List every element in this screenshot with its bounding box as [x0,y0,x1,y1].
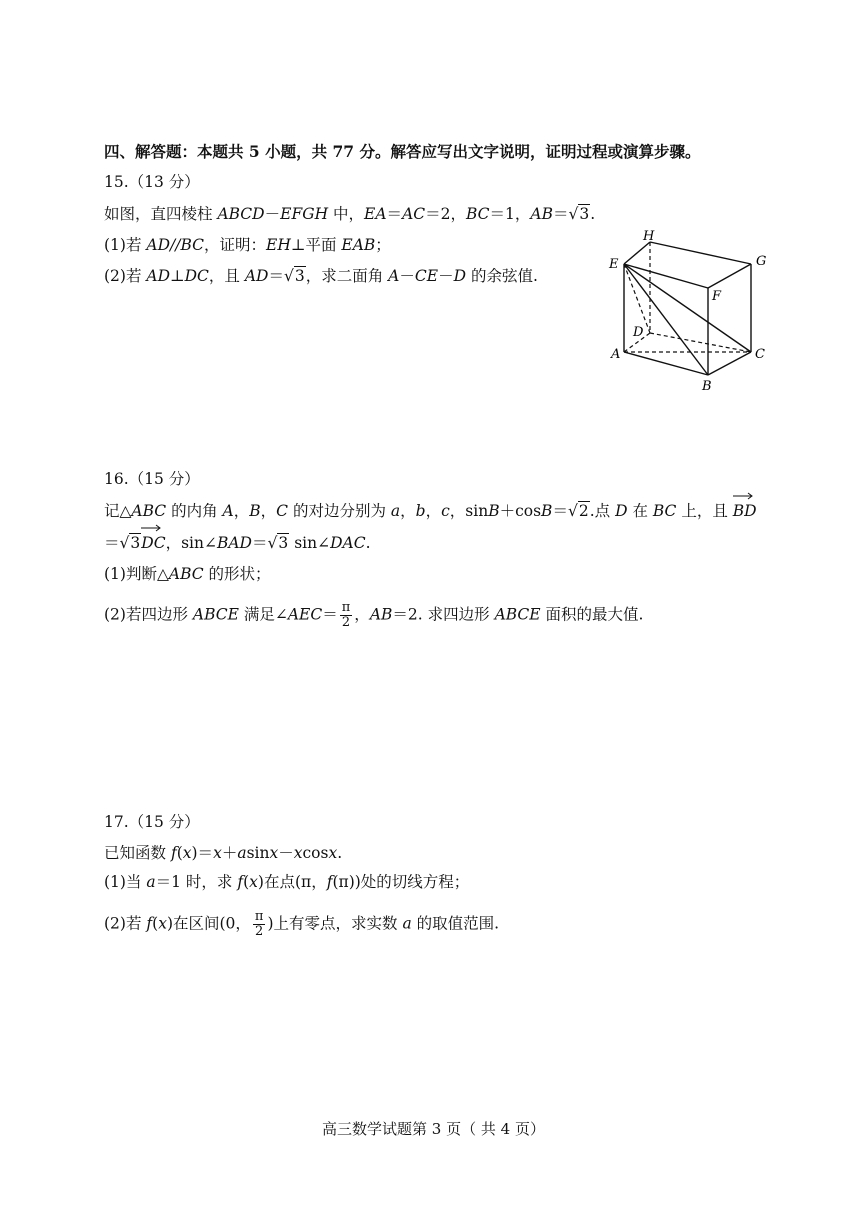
edge-BC [708,352,751,375]
section-heading: 四、解答题：本题共 5 小题，共 77 分。解答应写出文字说明，证明过程或演算步骤。 [104,142,701,161]
q17-header: 17.（15 分） [104,813,200,831]
label-A: A [611,347,621,362]
edge-HG [650,242,751,264]
label-B: B [702,379,712,394]
sqrt-symbol: √2 [567,502,589,520]
edge-AB [624,352,708,375]
vector-BD: BD [733,501,757,521]
q16-stem-line1: 记△ABC 的内角 A，B，C 的对边分别为 a，b，c，sinB＋cosB＝√2.点 D 在 BC 上，且 BD [104,501,757,521]
q16-stem-line2: ＝√3 DC，sin∠BAD＝√3 sin∠DAC. [104,533,371,553]
fraction-pi-over-2: $\frac{\pi}{2}$ [341,600,351,630]
label-D: D [633,325,644,340]
q16-part2: (2)若四边形 ABCE 满足∠AEC＝ $\frac{\pi}{2}$ ，AB＝2. 求四边形 ABCE 面积的最大值. [104,600,644,630]
vector-DC: DC [141,533,165,553]
label-G: G [756,254,767,269]
vector-arrow-icon [141,524,161,532]
edge-EB [624,264,708,375]
sqrt-symbol: √3 [267,534,289,552]
label-F: F [712,289,722,304]
sqrt-symbol: √3 [283,267,305,285]
edge-EH [624,242,650,264]
q15-stem: 如图，直四棱柱 ABCD－EFGH 中，EA＝AC＝2，BC＝1，AB＝√3. [104,205,596,223]
label-H: H [643,229,655,244]
q16-part1: (1)判断△ABC 的形状； [104,565,271,583]
edge-FG [708,264,751,288]
q15-part2: (2)若 AD⊥DC，且 AD＝√3，求二面角 A－CE－D 的余弦值. [104,267,538,285]
q17-part2: (2)若 f(x)在区间(0， $\frac{\pi}{2}$ )上有零点，求实数 a 的取值范围. [104,909,500,939]
sqrt-symbol: √3 [119,534,141,552]
page-footer: 高三数学试题第 3 页（ 共 4 页） [322,1120,545,1138]
q15-part1: (1)若 AD//BC，证明：EH⊥平面 EAB； [104,236,391,254]
edge-EF [624,264,708,288]
edge-ED [624,264,650,333]
q17-part1: (1)当 a＝1 时，求 f(x)在点(π，f(π))处的切线方程； [104,873,470,891]
edge-DC [650,333,751,352]
q17-stem: 已知函数 f(x)＝x＋asinx－xcosx. [104,844,343,862]
sqrt-symbol: √3 [568,205,590,223]
vector-arrow-icon [733,492,753,500]
fraction-pi-over-2: $\frac{\pi}{2}$ [254,909,264,939]
label-C: C [755,347,765,362]
prism-figure [600,226,780,398]
q15-header: 15.（13 分） [104,173,200,191]
q16-header: 16.（15 分） [104,470,200,488]
label-E: E [609,257,619,272]
